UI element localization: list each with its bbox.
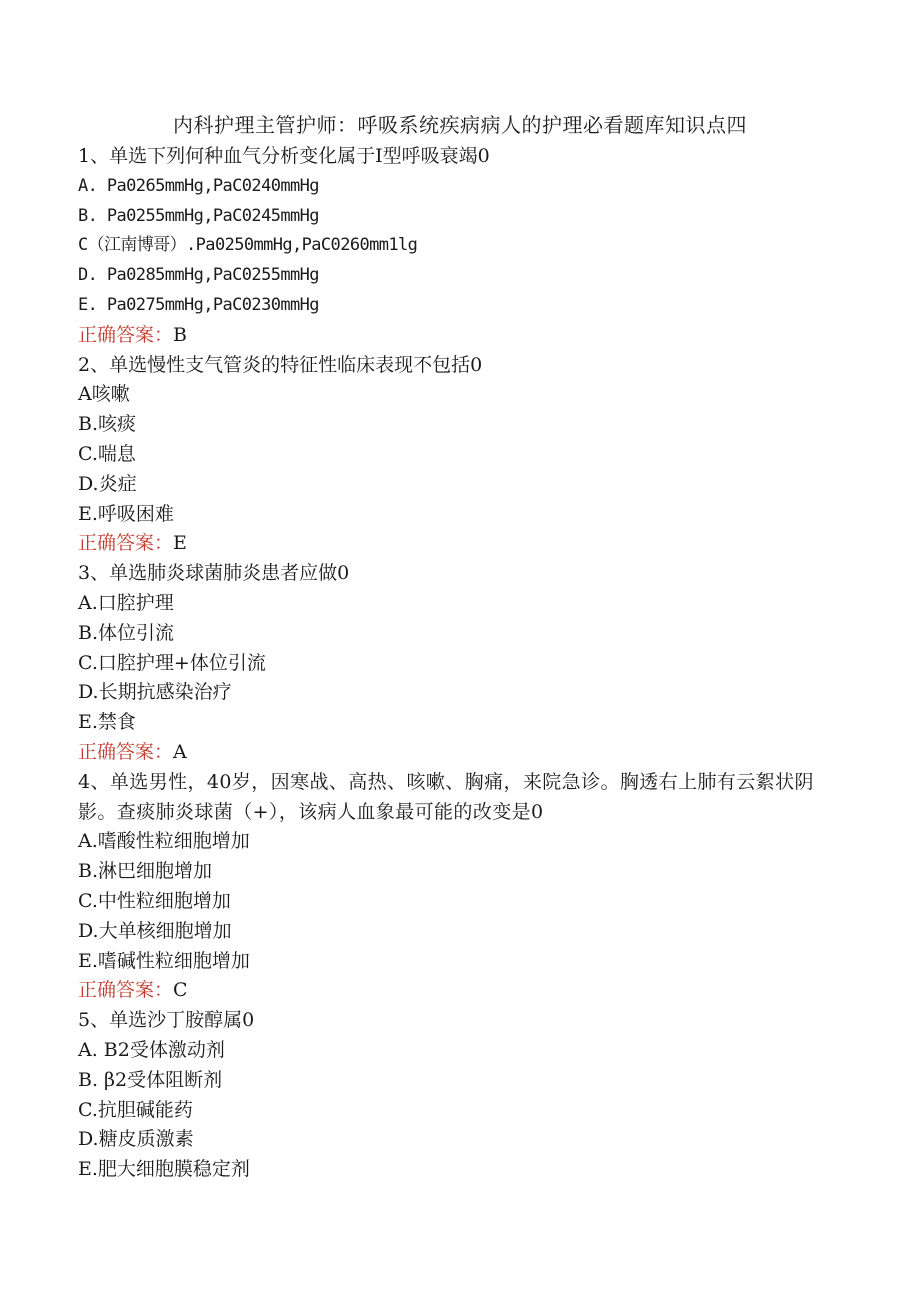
option-a: A.口腔护理: [78, 591, 174, 614]
option-e: E.呼吸困难: [78, 502, 174, 525]
answer-value: B: [173, 323, 187, 346]
question-block: [78, 768, 838, 1006]
option-e: E.禁食: [78, 711, 136, 734]
option-e: E.嗜碱性粒细胞增加: [78, 949, 250, 972]
answer-label: 正确答案：: [78, 532, 174, 555]
answer-label: 正确答案：: [78, 979, 174, 1002]
option-a: A. B2受体激动剂: [78, 1038, 225, 1061]
option-b: B.淋巴细胞增加: [78, 860, 213, 883]
option-a: A咳嗽: [78, 383, 130, 406]
option-a: A. Pa0265mmHg,PaC0240mmHg: [78, 175, 319, 196]
question-block: [78, 351, 838, 560]
question-stem: 3、单选肺炎球菌肺炎患者应做0: [78, 562, 350, 585]
answer-label: 正确答案：: [78, 323, 174, 346]
answer-value: A: [173, 740, 187, 763]
option-d: D.大单核细胞增加: [78, 919, 232, 942]
answer-value: C: [173, 979, 188, 1002]
option-d: D.糖皮质激素: [78, 1128, 194, 1151]
correct-answer: [78, 321, 838, 351]
option-b: B.体位引流: [78, 621, 175, 644]
answer-label: 正确答案：: [78, 740, 174, 763]
question-stem: 5、单选沙丁胺醇属0: [78, 1009, 255, 1032]
option-e: E.肥大细胞膜稳定剂: [78, 1158, 250, 1181]
question-stem: 1、单选下列何种血气分析变化属于I型呼吸衰竭0: [78, 145, 490, 167]
question-stem: 4、单选男性，40岁，因寒战、高热、咳嗽、胸痛，来院急诊。胸透右上肺有云絮状阴影。查痰肺炎球菌（+），该病人血象最可能的改变是0: [78, 770, 814, 823]
correct-answer: [78, 976, 838, 1006]
option-c: C.抗胆碱能药: [78, 1098, 193, 1121]
question-list: [78, 142, 838, 1185]
option-c: C（江南博哥）.Pa0250mmHg,PaC0260mm1lg: [78, 235, 418, 256]
question-block: [78, 1006, 838, 1185]
option-a: A.嗜酸性粒细胞增加: [78, 830, 250, 853]
option-b: B.咳痰: [78, 413, 137, 436]
option-c: C.口腔护理+体位引流: [78, 651, 266, 674]
document-title: 内科护理主管护师：呼吸系统疾病病人的护理必看题库知识点四: [173, 113, 747, 137]
question-block: [78, 142, 838, 351]
correct-answer: [78, 529, 838, 559]
option-b: B. β2受体阻断剂: [78, 1068, 223, 1091]
question-block: [78, 559, 838, 768]
answer-value: E: [173, 532, 187, 555]
option-b: B. Pa0255mmHg,PaC0245mmHg: [78, 205, 319, 226]
option-d: D.炎症: [78, 472, 137, 495]
option-e: E. Pa0275mmHg,PaC0230mmHg: [78, 294, 319, 315]
option-d: D.长期抗感染治疗: [78, 681, 232, 704]
question-stem: 2、单选慢性支气管炎的特征性临床表现不包括0: [78, 353, 483, 376]
option-c: C.喘息: [78, 442, 136, 465]
correct-answer: [78, 738, 838, 768]
option-c: C.中性粒细胞增加: [78, 889, 231, 912]
option-d: D. Pa0285mmHg,PaC0255mmHg: [78, 265, 319, 286]
